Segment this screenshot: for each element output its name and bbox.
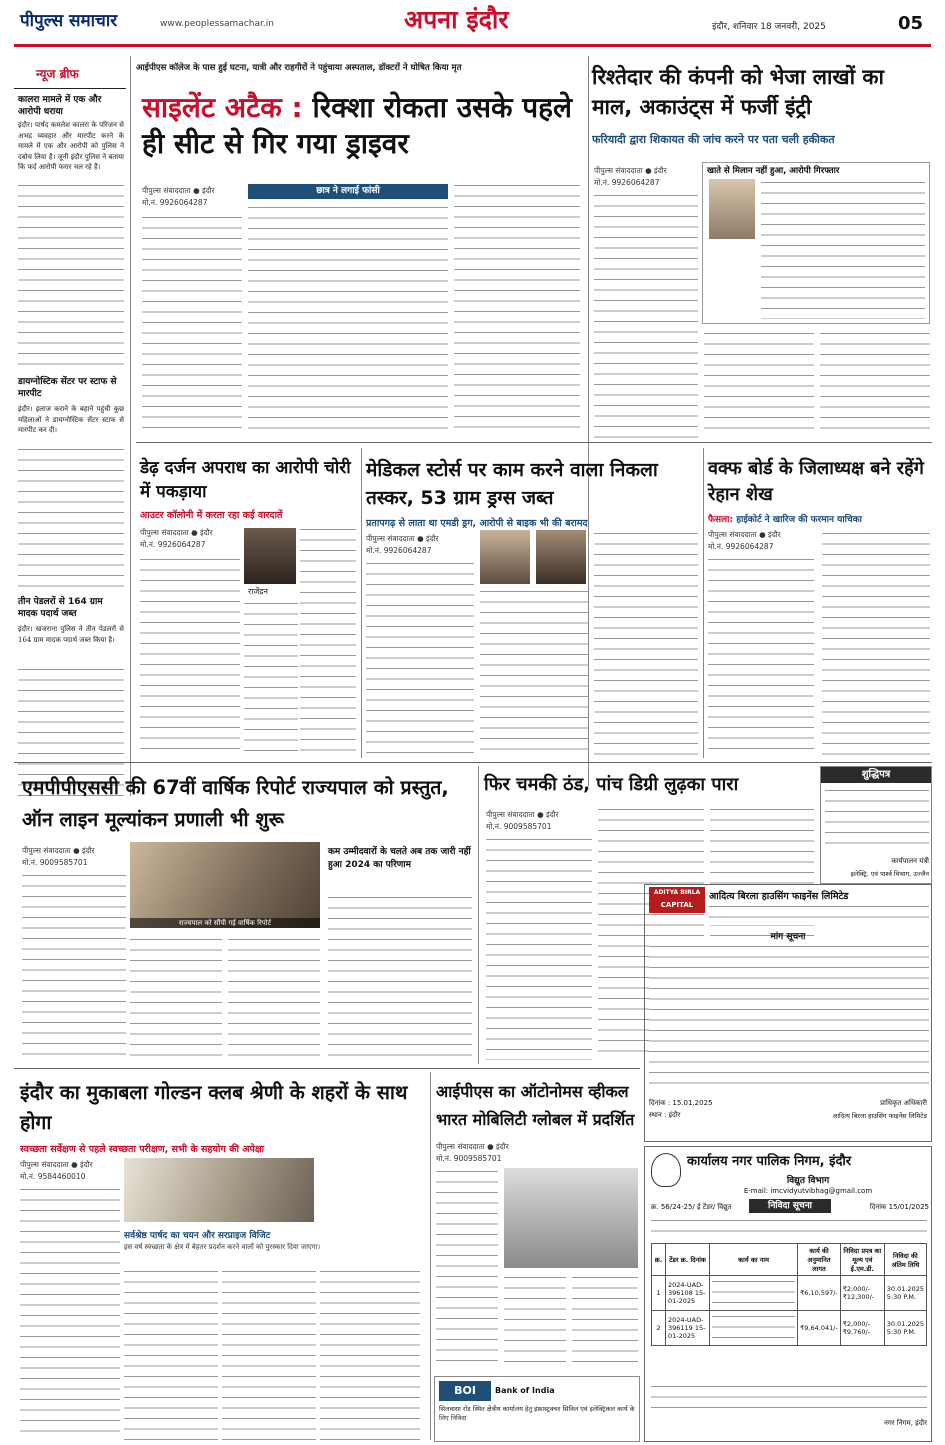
municipal-department: विद्युत विभाग (786, 1176, 830, 1186)
column-text (300, 526, 356, 756)
story-drugs (364, 446, 700, 760)
photo-text: इस वर्ष स्वच्छता के क्षेत्र में बेहतर प्रदर्शन करने वालों को पुरस्कार दिया जाएगा। (124, 1243, 321, 1251)
notice-signoff: प्राधिकृत अधिकारी (880, 1099, 927, 1107)
info-box-title: कम उम्मीदवारों के चलते अब तक जारी नहीं हुआ 2024 का परिणाम (328, 847, 471, 870)
story-relative-company (592, 52, 932, 442)
company-address (709, 903, 929, 925)
subhead-label: फैसला: (708, 515, 734, 525)
masthead (0, 0, 945, 44)
municipal-email: E-mail: imcvidyutvibhag@gmail.com (743, 1187, 873, 1195)
column-text (222, 1268, 316, 1440)
boi-logo-text: BOI (454, 1384, 476, 1397)
municipal-date: दिनांक 15/01/2025 (869, 1203, 929, 1211)
accused-photo (480, 530, 530, 584)
column-text (504, 1274, 566, 1368)
news-brief (14, 52, 126, 797)
column-text (228, 936, 320, 1060)
story-theft (136, 446, 358, 760)
brief-continued (18, 446, 124, 592)
correction-title: शुद्धिपत्र (821, 767, 931, 783)
table-header: टेंडर क्र. दिनांक (666, 1244, 710, 1276)
mobile-number: मो.नं. 9926064287 (366, 546, 432, 555)
table-header: निविदा की अंतिम तिथि (884, 1244, 926, 1276)
subhead: प्रतापगढ़ से लाता था एमडी ड्रग, आरोपी से बाइक भी की बरामद (366, 518, 588, 529)
byline: पीपुल्स संवाददाता ● इंदौर (486, 810, 559, 819)
correction-footnote: इलेक्ट्रि. एवं पार्श्व विभाग, उज्जैन (850, 870, 929, 878)
column-text (20, 1186, 120, 1440)
table-row (652, 1311, 927, 1346)
column-text (704, 330, 814, 438)
governor-photo (130, 842, 320, 928)
column-text (142, 214, 242, 436)
brand-line1: ADITYA BIRLA (653, 889, 701, 896)
subhead: फरियादी द्वारा शिकायत की जांच करने पर पता चली हकीकत (592, 133, 835, 146)
brief-headline: डायग्नोस्टिक सेंटर पर स्टाफ से मारपीट (18, 377, 117, 399)
notice-date: दिनांक : 15.01.2025 (649, 1099, 713, 1107)
boi-notice: सिलवासा रोड स्थित क्षेत्रीय कार्यालय हेतु इंफ्रास्ट्रक्चर सिविल एवं इलेक्ट्रिकल कार्य के लिए निविदा (439, 1405, 635, 1422)
headline: रिश्तेदार की कंपनी को भेजा लाखों का माल, अकाउंट्स में फर्जी इंट्री (592, 65, 884, 119)
column-text (820, 330, 930, 438)
column-text (822, 530, 930, 756)
boi-ad (434, 1376, 640, 1442)
boxed-story-title: छात्र ने लगाई फांसी (316, 186, 380, 196)
notice-text (649, 943, 929, 1093)
photo-caption (130, 918, 320, 928)
byline: पीपुल्स संवाददाता ● इंदौर (594, 166, 667, 175)
brief-body: इंदौर। इलाज कराने के बहाने पहुंची कुछ महिलाओं ने डायग्नोस्टिक सेंटर स्टाफ से मारपीट कर दी। (18, 405, 124, 434)
column-text (486, 836, 592, 1060)
dateline: इंदौर, शनिवार 18 जनवरी, 2025 (712, 22, 826, 32)
accused-photo (244, 528, 296, 584)
kicker: आईपीएस कॉलेज के पास हुई घटना, यात्री और राहगीरों ने पहुंचाया अस्पताल, डॉक्टरों ने घोषित किया मृत (136, 63, 462, 73)
byline: पीपुल्स संवाददाता ● इंदौर (20, 1160, 93, 1169)
byline: पीपुल्स संवाददाता ● इंदौर (22, 846, 95, 855)
brief-body: इंदौर। पार्षद कमलेश कालरा के परिजन से अभद्र व्यवहार और मारपीट करने के मामले में एक और आरोपी को पुलिस ने दबोच लिया है। जूनी इंदौर पुलिस ने बताया कि फर्द आरोपी फरार चल रहे हैं। (18, 121, 124, 171)
correction-notice (820, 766, 932, 884)
byline: पीपुल्स संवाददाता ● इंदौर (708, 530, 781, 539)
column-text (572, 1274, 638, 1368)
event-photo (124, 1158, 314, 1222)
brand-line2: CAPITAL (660, 901, 694, 909)
boxed-story-header (248, 184, 448, 199)
correction-text (825, 787, 929, 851)
notice-place: स्थान : इंदौर (649, 1111, 681, 1119)
story-silent-attack (136, 52, 583, 442)
vehicle-photo (504, 1168, 638, 1268)
column-text (594, 530, 698, 756)
section-title: अपना इंदौर (404, 5, 509, 34)
notice-signoff-company: आदित्य बिरला हाउसिंग फाइनेंस लिमिटेड (832, 1112, 927, 1120)
story-waqf (706, 446, 932, 760)
municipal-notice-text: निविदा सूचना (767, 1201, 813, 1211)
municipal-intro (651, 1217, 927, 1239)
byline: पीपुल्स संवाददाता ● इंदौर (366, 534, 439, 543)
news-brief-title: न्यूज ब्रीफ (36, 67, 79, 81)
table-header: निविदा प्रपत्र का मूल्य एवं ई.एम.डी. (840, 1244, 884, 1276)
bank-name: Bank of India (495, 1386, 555, 1395)
row-number: 2 (652, 1311, 666, 1346)
mobile-number: मो.नं. 9009585701 (436, 1154, 502, 1163)
municipal-notice-title (749, 1199, 831, 1213)
news-brief-rule (14, 88, 126, 89)
brief-body: इंदौर। खजराना पुलिस ने तीन पेडलरों से 164 ग्राम मादक पदार्थ जब्त किया है। (18, 625, 124, 644)
subhead: स्वच्छता सर्वेक्षण से पहले स्वच्छता परीक्षण, सभी के सहयोग की अपेक्षा (20, 1144, 265, 1155)
headline-red: साइलेंट अटैक : (142, 91, 303, 124)
municipal-title: कार्यालय नगर पालिक निगम, इंदौर (687, 1154, 852, 1169)
brand-logo (649, 887, 705, 913)
column-text (22, 872, 126, 1060)
column-text (140, 556, 240, 756)
table-header: कार्य की अनुमानित लागत (798, 1244, 841, 1276)
page-number: 05 (898, 13, 924, 34)
mobile-number: मो.नं. 9926064287 (140, 540, 206, 549)
tender-number: 2024-UAD-396108 15-01-2025 (666, 1276, 710, 1311)
tender-fee: ₹2,000/- ₹12,300/- (840, 1276, 884, 1311)
info-box-title: खाते से मिलान नहीं हुआ, आरोपी गिरफ्तार (707, 166, 840, 176)
company-name: आदित्य बिरला हाउसिंग फाइनेंस लिमिटेड (709, 891, 849, 902)
column-text (366, 560, 474, 756)
column-text (244, 600, 298, 756)
headline: मेडिकल स्टोर्स पर काम करने वाला निकला तस्कर, 53 ग्राम ड्रग्स जब्त (366, 459, 658, 509)
municipal-footer-text (651, 1383, 927, 1413)
aditya-birla-ad (644, 884, 932, 1142)
headline: फिर चमकी ठंड, पांच डिग्री लुढ़का पारा (484, 774, 739, 795)
column-text (130, 936, 222, 1060)
headline: एमपीपीएससी की 67वीं वार्षिक रिपोर्ट राज्यपाल को प्रस्तुत, ऑन लाइन मूल्यांकन प्रणाली भी शुरू (22, 776, 449, 831)
table-row (652, 1276, 927, 1311)
work-name (710, 1311, 798, 1346)
column-text (708, 556, 814, 756)
accused-photo (536, 530, 586, 584)
photo-caption: सर्वश्रेष्ठ पार्षद का चयन और सरप्राइज विजिट (124, 1231, 271, 1241)
mobile-number: मो.नं. 9926064287 (708, 542, 774, 551)
notice-title: मांग सूचना (770, 932, 806, 942)
headline: वक्फ बोर्ड के जिलाध्यक्ष बने रहेंगे रेहान शेख (708, 458, 924, 505)
tender-fee: ₹2,000/- ₹9,760/- (840, 1311, 884, 1346)
subhead-text: हाईकोर्ट ने खारिज की फरमान याचिका (736, 515, 862, 525)
municipal-ref: क्र. 56/24-25/ ई टेंडर/ विद्युत (651, 1203, 732, 1211)
mobile-number: मो.नं. 9926064287 (142, 198, 208, 207)
boxed-story-text (248, 204, 448, 438)
byline: पीपुल्स संवाददाता ● इंदौर (436, 1142, 509, 1151)
subhead: आउटर कॉलोनी में करता रहा कई वारदातें (140, 510, 283, 521)
table-header: क्र. (652, 1244, 666, 1276)
info-box-text (761, 179, 925, 319)
row-number: 1 (652, 1276, 666, 1311)
info-box-text (328, 894, 472, 1060)
headline: आईपीएस का ऑटोनोमस व्हीकल भारत मोबिलिटी ग्लोबल में प्रदर्शित (436, 1082, 635, 1129)
estimated-cost: ₹9,64,041/- (798, 1311, 841, 1346)
brief-continued (18, 182, 124, 372)
story-golden-club (14, 1072, 426, 1445)
masthead-rule (14, 44, 931, 47)
emblem-icon (651, 1153, 681, 1187)
headline: इंदौर का मुकाबला गोल्डन क्लब श्रेणी के शहरों के साथ होगा (20, 1081, 408, 1134)
work-name (710, 1276, 798, 1311)
story-mppsc (14, 766, 474, 1064)
municipal-signoff: नगर निगम, इंदौर (883, 1419, 927, 1427)
municipal-ad (644, 1146, 932, 1442)
mobile-number: मो.नं. 9009585701 (486, 822, 552, 831)
photo-caption-text: राज्यपाल को सौंपी गई वार्षिक रिपोर्ट (178, 919, 272, 927)
column-text (454, 182, 580, 436)
column-text (480, 588, 588, 756)
website: www.peoplessamachar.in (160, 19, 274, 29)
estimated-cost: ₹6,10,597/- (798, 1276, 841, 1311)
brief-headline: कालरा मामले में एक और आरोपी धराया (18, 95, 102, 117)
mobile-number: मो.नं. 9009585701 (22, 858, 88, 867)
headline-main: रिक्शा रोकता उसके पहले ही सीट से गिर गया ड्राइवर (142, 91, 573, 160)
tender-number: 2024-UAD-396119 15-01-2025 (666, 1311, 710, 1346)
boi-logo (439, 1381, 491, 1401)
paper-name: पीपुल्स समाचार (20, 11, 118, 31)
column-text (320, 1268, 420, 1440)
mobile-number: मो.नं. 9926064287 (594, 178, 660, 187)
column-text (124, 1268, 218, 1440)
brief-headline: तीन पेडलरों से 164 ग्राम मादक पदार्थ जब्त (18, 597, 103, 619)
last-date: 30.01.2025 5:30 P.M. (884, 1311, 926, 1346)
byline: पीपुल्स संवाददाता ● इंदौर (140, 528, 213, 537)
headline: डेढ़ दर्जन अपराध का आरोपी चोरी में पकड़ाया (140, 458, 351, 502)
last-date: 30.01.2025 5:30 P.M. (884, 1276, 926, 1311)
suspect-photo (709, 179, 755, 239)
subhead (708, 512, 932, 525)
story-ips (434, 1072, 640, 1372)
correction-signoff: कार्यपालन यंत्री (891, 857, 929, 865)
table-header: कार्य का नाम (710, 1244, 798, 1276)
info-box (702, 162, 930, 324)
column-text (594, 192, 698, 438)
tender-table (651, 1243, 927, 1346)
headline (142, 90, 582, 162)
column-text (436, 1168, 498, 1368)
byline: पीपुल्स संवाददाता ● इंदौर (142, 186, 215, 195)
mobile-number: मो.नं. 9584460010 (20, 1172, 86, 1181)
photo-caption: राजेंद्रन (248, 587, 268, 596)
